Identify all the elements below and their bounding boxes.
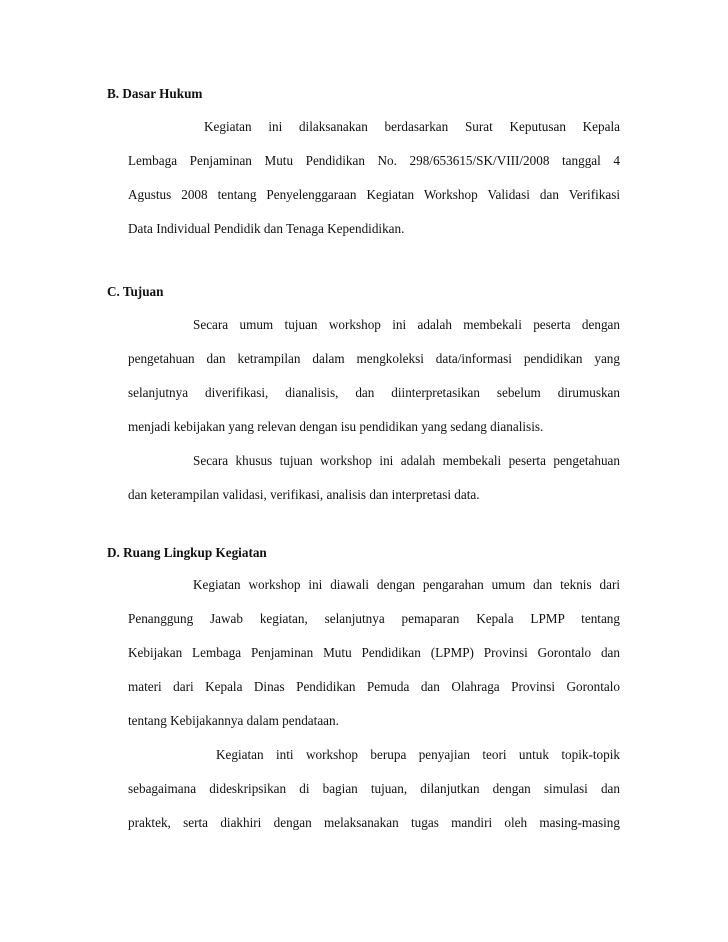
- paragraph-dasar-hukum: [128, 110, 620, 246]
- text-line: Secara khusus tujuan workshop ini adalah membekali peserta pengetahuan: [193, 453, 620, 468]
- text-line: Secara umum tujuan workshop ini adalah membekali peserta dengan: [193, 317, 620, 332]
- text-line: Data Individual Pendidik dan Tenaga Kependidikan.: [128, 221, 405, 236]
- text-line: praktek, serta diakhiri dengan melaksanakan tugas mandiri oleh masing-masing: [128, 815, 620, 830]
- text-line: pengetahuan dan ketrampilan dalam mengkoleksi data/informasi pendidikan yang: [128, 351, 620, 366]
- text-line: sebagaimana dideskripsikan di bagian tujuan, dilanjutkan dengan simulasi dan: [128, 781, 620, 796]
- text-line: Kegiatan workshop ini diawali dengan pengarahan umum dan teknis dari: [193, 577, 620, 592]
- text-line: materi dari Kepala Dinas Pendidikan Pemuda dan Olahraga Provinsi Gorontalo: [128, 679, 620, 694]
- text-line: Lembaga Penjaminan Mutu Pendidikan No. 298/653615/SK/VIII/2008 tanggal 4: [128, 153, 620, 168]
- text-line: Penanggung Jawab kegiatan, selanjutnya pemaparan Kepala LPMP tentang: [128, 611, 620, 626]
- text-line: Kebijakan Lembaga Penjaminan Mutu Pendidikan (LPMP) Provinsi Gorontalo dan: [128, 645, 620, 660]
- section-heading-ruang-lingkup: D. Ruang Lingkup Kegiatan: [107, 545, 267, 560]
- text-line: Kegiatan inti workshop berupa penyajian teori untuk topik-topik: [216, 747, 620, 762]
- text-line: menjadi kebijakan yang relevan dengan isu pendidikan yang sedang dianalisis.: [128, 419, 544, 434]
- section-heading-tujuan: C. Tujuan: [107, 284, 164, 299]
- text-line: selanjutnya diverifikasi, dianalisis, dan diinterpretasikan sebelum dirumuskan: [128, 385, 620, 400]
- text-line: dan keterampilan validasi, verifikasi, analisis dan interpretasi data.: [128, 487, 480, 502]
- paragraph-tujuan: [128, 308, 620, 512]
- text-line: Kegiatan ini dilaksanakan berdasarkan Surat Keputusan Kepala: [204, 119, 620, 134]
- section-heading-dasar-hukum: B. Dasar Hukum: [107, 86, 203, 101]
- text-line: tentang Kebijakannya dalam pendataan.: [128, 713, 339, 728]
- text-line: Agustus 2008 tentang Penyelenggaraan Kegiatan Workshop Validasi dan Verifikasi: [128, 187, 620, 202]
- paragraph-ruang-lingkup: [128, 568, 620, 840]
